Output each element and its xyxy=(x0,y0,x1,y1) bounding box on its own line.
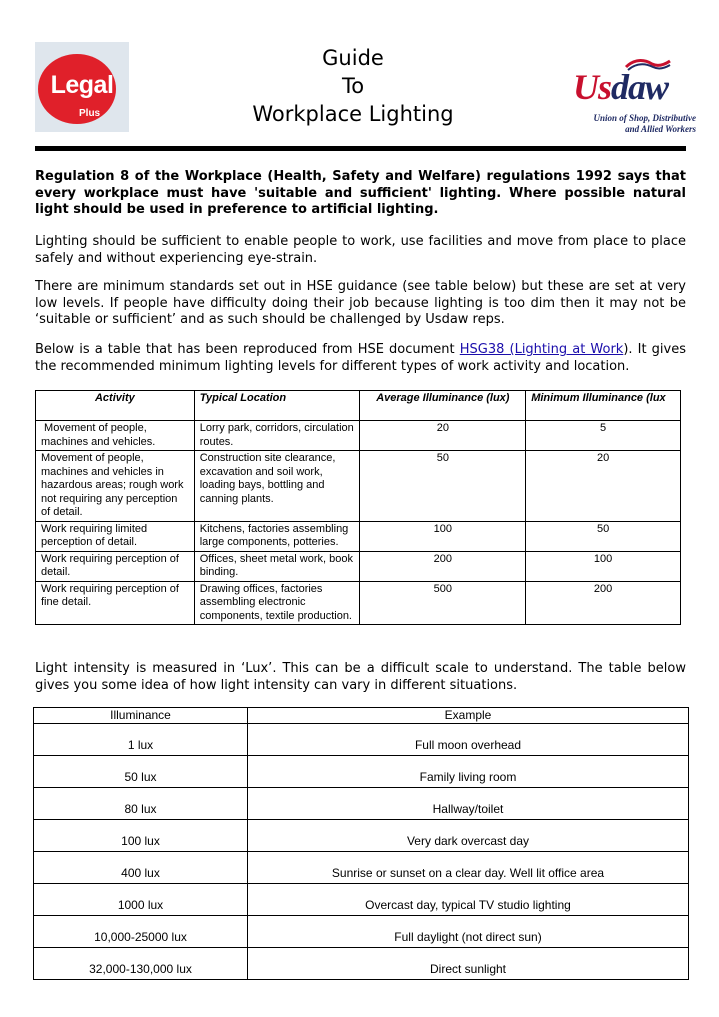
cell-average: 500 xyxy=(360,581,526,625)
cell-example: Full daylight (not direct sun) xyxy=(248,916,689,948)
page-title xyxy=(180,44,526,128)
table-header-row xyxy=(34,708,689,724)
cell-average: 50 xyxy=(360,451,526,522)
paragraph-minimum-standards: There are minimum standards set out in HSE guidance (see table below) but these are set at very low levels. If people have difficulty doing their job because lighting is too dim then it may not be ‘suitable or sufficient’ and as such should be challenged by Usdaw reps. xyxy=(35,279,686,327)
legal-plus-logo xyxy=(35,42,129,132)
cell-average: 20 xyxy=(360,421,526,451)
cell-location: Kitchens, factories assembling large components, potteries. xyxy=(194,521,360,551)
cell-activity: Movement of people, machines and vehicles in hazardous areas; rough work not requiring any perception of detail. xyxy=(36,451,195,522)
cell-location: Construction site clearance, excavation and soil work, loading bays, bottling and canning plants. xyxy=(194,451,360,522)
table-header-row xyxy=(36,391,681,421)
cell-location: Offices, sheet metal work, book binding. xyxy=(194,551,360,581)
minimum-lighting-table xyxy=(35,390,681,625)
table-row xyxy=(34,756,689,788)
paragraph-lighting-sufficient: Lighting should be sufficient to enable people to work, use facilities and move from place to place safely and without experiencing eye-strain. xyxy=(35,234,686,266)
header-typical-location: Typical Location xyxy=(194,391,360,421)
cell-example: Family living room xyxy=(248,756,689,788)
header-example: Example xyxy=(248,708,689,724)
cell-average: 100 xyxy=(360,521,526,551)
cell-illuminance: 100 lux xyxy=(34,820,248,852)
cell-example: Direct sunlight xyxy=(248,948,689,980)
paragraph-hse-table-intro: Below is a table that has been reproduced from HSE document HSG38 (Lighting at Work). It gives the recommended minimum lighting levels for different types of work activity and location. xyxy=(35,342,687,374)
title-line-2: To xyxy=(341,74,365,98)
table-row xyxy=(34,820,689,852)
cell-illuminance: 400 lux xyxy=(34,852,248,884)
cell-minimum: 5 xyxy=(526,421,681,451)
intro-paragraph: Regulation 8 of the Workplace (Health, Safety and Welfare) regulations 1992 says that every workplace must have 'suitable and sufficient' lighting. Where possible natural light should be used in preference to artificial lighting. xyxy=(35,169,686,217)
usdaw-logo xyxy=(566,56,696,141)
cell-illuminance: 10,000-25000 lux xyxy=(34,916,248,948)
cell-minimum: 50 xyxy=(526,521,681,551)
table-row xyxy=(34,916,689,948)
cell-illuminance: 1 lux xyxy=(34,724,248,756)
header-divider xyxy=(35,146,686,151)
table-row xyxy=(36,451,681,522)
cell-activity: Work requiring limited perception of detail. xyxy=(36,521,195,551)
table-row xyxy=(34,884,689,916)
table-row xyxy=(34,948,689,980)
cell-example: Full moon overhead xyxy=(248,724,689,756)
cell-average: 200 xyxy=(360,551,526,581)
usdaw-tagline: Union of Shop, Distributive and Allied Workers xyxy=(593,113,696,134)
table-row xyxy=(36,581,681,625)
cell-minimum: 200 xyxy=(526,581,681,625)
cell-activity: Movement of people, machines and vehicles. xyxy=(36,421,195,451)
header-minimum-illuminance: Minimum Illuminance (lux xyxy=(526,391,681,421)
table-row xyxy=(36,421,681,451)
cell-example: Sunrise or sunset on a clear day. Well lit office area xyxy=(248,852,689,884)
title-line-1: Guide xyxy=(322,46,384,70)
cell-illuminance: 1000 lux xyxy=(34,884,248,916)
cell-example: Very dark overcast day xyxy=(248,820,689,852)
header-activity: Activity xyxy=(36,391,195,421)
cell-illuminance: 32,000-130,000 lux xyxy=(34,948,248,980)
cell-minimum: 20 xyxy=(526,451,681,522)
cell-location: Lorry park, corridors, circulation routes. xyxy=(194,421,360,451)
cell-example: Hallway/toilet xyxy=(248,788,689,820)
cell-illuminance: 50 lux xyxy=(34,756,248,788)
usdaw-wordmark: Usdaw xyxy=(573,67,669,107)
table-row xyxy=(36,551,681,581)
cell-minimum: 100 xyxy=(526,551,681,581)
header-average-illuminance: Average Illuminance (lux) xyxy=(360,391,526,421)
cell-activity: Work requiring perception of detail. xyxy=(36,551,195,581)
table-row xyxy=(34,788,689,820)
title-line-3: Workplace Lighting xyxy=(252,102,454,126)
table-row xyxy=(34,724,689,756)
cell-location: Drawing offices, factories assembling electronic components, textile production. xyxy=(194,581,360,625)
cell-activity: Work requiring perception of fine detail. xyxy=(36,581,195,625)
header-illuminance: Illuminance xyxy=(34,708,248,724)
table-row xyxy=(34,852,689,884)
cell-illuminance: 80 lux xyxy=(34,788,248,820)
lux-examples-table xyxy=(33,707,689,980)
logo-legal-text: Legal xyxy=(50,71,114,99)
table-row xyxy=(36,521,681,551)
logo-plus-text: Plus xyxy=(79,108,101,119)
hsg38-link[interactable]: HSG38 (Lighting at Work xyxy=(459,342,624,357)
cell-example: Overcast day, typical TV studio lighting xyxy=(248,884,689,916)
paragraph-lux-explanation: Light intensity is measured in ‘Lux’. This can be a difficult scale to understand. The table below gives you some idea of how light intensity can vary in different situations. xyxy=(35,661,686,693)
